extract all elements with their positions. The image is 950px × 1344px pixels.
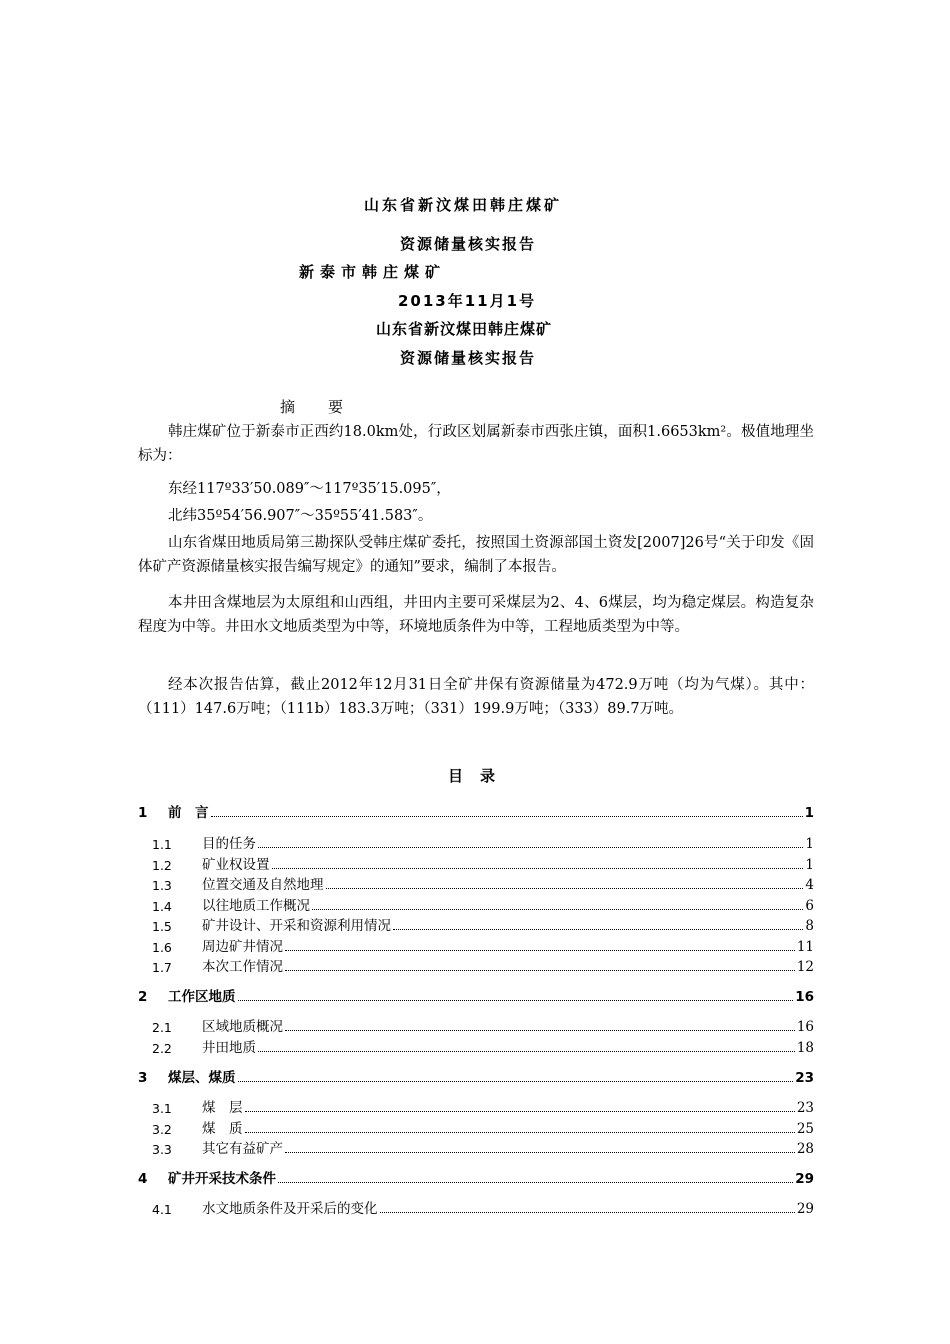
toc-entry-page: 1 — [805, 857, 814, 873]
cover-title-line-5: 山东省新汶煤田韩庄煤矿 — [376, 320, 553, 338]
toc-entry-page: 4 — [805, 877, 814, 893]
toc-entry-page: 29 — [795, 1171, 814, 1187]
toc-entry[interactable] — [138, 1036, 814, 1056]
toc-dot-leader — [272, 868, 804, 869]
toc-dot-leader — [258, 847, 803, 848]
toc-entry-label: 矿井设计、开采和资源利用情况 — [202, 918, 391, 934]
abstract-paragraph-geology: 本井田含煤地层为太原组和山西组，井田内主要可采煤层为2、4、6煤层，均为稳定煤层。构造复杂程度为中等。井田水文地质类型为中等，环境地质条件为中等，工程地质类型为中等。 — [138, 595, 814, 635]
toc-dot-leader — [278, 1182, 793, 1183]
toc-entry-number: 3.1 — [152, 1101, 172, 1116]
abstract-paragraph-commission: 山东省煤田地质局第三勘探队受韩庄煤矿委托，按照国土资源部国土资发[2007]26号“关于印发《固体矿产资源储量核实报告编写规定》的通知”要求，编制了本报告。 — [138, 535, 814, 575]
toc-entry-number: 1.7 — [152, 960, 172, 975]
toc-entry[interactable] — [138, 1167, 814, 1187]
toc-dot-leader — [312, 909, 803, 910]
toc-dot-leader — [245, 1111, 795, 1112]
toc-entry[interactable] — [138, 1015, 814, 1035]
toc-entry-page: 16 — [796, 1019, 814, 1035]
toc-entry-page: 8 — [805, 918, 814, 934]
toc-entry-page: 29 — [796, 1201, 814, 1217]
toc-entry-label: 位置交通及自然地理 — [202, 877, 324, 893]
cover-title-line-1: 山东省新汶煤田韩庄煤矿 — [364, 196, 563, 214]
toc-entry[interactable] — [138, 873, 814, 893]
toc-entry-label: 区域地质概况 — [202, 1019, 283, 1035]
toc-entry[interactable] — [138, 1117, 814, 1137]
toc-entry-label: 井田地质 — [202, 1040, 256, 1056]
toc-entry-number: 3.2 — [152, 1122, 172, 1137]
toc-dot-leader — [238, 1081, 794, 1082]
toc-dot-leader — [393, 929, 803, 930]
toc-entry-number: 1.2 — [152, 858, 172, 873]
toc-entry-label: 工作区地质 — [168, 989, 236, 1005]
toc-entry-number: 2.1 — [152, 1020, 172, 1035]
toc-entry-label: 煤层、煤质 — [168, 1070, 236, 1086]
toc-entry-number: 2.2 — [152, 1041, 172, 1056]
toc-entry[interactable] — [138, 1137, 814, 1157]
toc-entry[interactable] — [138, 914, 814, 934]
toc-entry-number: 1.6 — [152, 940, 172, 955]
toc-entry-page: 23 — [796, 1100, 814, 1116]
abstract-paragraph-location: 韩庄煤矿位于新泰市正西约18.0km处，行政区划属新泰市西张庄镇，面积1.6653km²。极值地理坐标为： — [138, 424, 814, 464]
toc-entry-page: 23 — [795, 1070, 814, 1086]
toc-entry-label: 前 言 — [168, 805, 209, 821]
toc-entry-number: 1.3 — [152, 878, 172, 893]
toc-entry-page: 28 — [796, 1141, 814, 1157]
toc-entry[interactable] — [138, 955, 814, 975]
cover-company: 新泰市韩庄煤矿 — [299, 263, 447, 281]
toc-entry-page: 1 — [805, 836, 814, 852]
toc-entry-number: 1.4 — [152, 899, 172, 914]
toc-dot-leader — [211, 816, 803, 817]
toc-dot-leader — [238, 1000, 794, 1001]
toc-dot-leader — [285, 970, 795, 971]
toc-entry-number: 3 — [138, 1070, 148, 1086]
toc-entry-label: 煤 质 — [202, 1121, 243, 1137]
abstract-longitude: 东经117º33′50.089″～117º35′15.095″， — [168, 481, 451, 497]
toc-entry[interactable] — [138, 894, 814, 914]
toc-entry[interactable] — [138, 1066, 814, 1086]
toc-entry-number: 4 — [138, 1171, 148, 1187]
cover-title-line-6: 资源储量核实报告 — [400, 349, 537, 367]
toc-entry-number: 1.5 — [152, 919, 172, 934]
toc-dot-leader — [258, 1051, 795, 1052]
toc-entry-label: 矿井开采技术条件 — [168, 1171, 276, 1187]
toc-dot-leader — [245, 1132, 795, 1133]
toc-entry[interactable] — [138, 832, 814, 852]
toc-entry-page: 18 — [796, 1040, 814, 1056]
abstract-title: 摘 要 — [280, 398, 345, 416]
toc-entry-number: 1 — [138, 805, 148, 821]
toc-entry-label: 煤 层 — [202, 1100, 243, 1116]
abstract-paragraph-reserves: 经本次报告估算，截止2012年12月31日全矿井保有资源储量为472.9万吨（均为气煤）。其中：（111）147.6万吨；（111b）183.3万吨；（331）199.9万吨；（333）89.7万吨。 — [138, 677, 814, 717]
toc-entry-label: 目的任务 — [202, 836, 256, 852]
toc-entry-page: 25 — [796, 1121, 814, 1137]
toc-entry[interactable] — [138, 801, 814, 821]
toc-dot-leader — [326, 888, 804, 889]
toc-entry[interactable] — [138, 1197, 814, 1217]
toc-entry-label: 以往地质工作概况 — [202, 898, 310, 914]
toc-dot-leader — [285, 1030, 795, 1031]
toc-entry-label: 周边矿井情况 — [202, 939, 283, 955]
toc-entry-page: 16 — [795, 989, 814, 1005]
toc-entry-number: 3.3 — [152, 1142, 172, 1157]
toc-entry[interactable] — [138, 853, 814, 873]
toc-entry-number: 4.1 — [152, 1202, 172, 1217]
toc-entry-page: 6 — [805, 898, 814, 914]
toc-dot-leader — [285, 1152, 795, 1153]
abstract-latitude: 北纬35º54′56.907″～35º55′41.583″。 — [168, 508, 433, 524]
toc-entry-number: 1.1 — [152, 837, 172, 852]
toc-entry[interactable] — [138, 1096, 814, 1116]
toc-dot-leader — [380, 1212, 795, 1213]
cover-date: 2013年11月1号 — [398, 292, 537, 310]
toc-entry[interactable] — [138, 985, 814, 1005]
toc-entry-label: 水文地质条件及开采后的变化 — [202, 1201, 378, 1217]
toc-entry-number: 2 — [138, 989, 148, 1005]
toc-dot-leader — [285, 950, 795, 951]
toc-entry-page: 11 — [796, 939, 814, 955]
toc-entry-label: 本次工作情况 — [202, 959, 283, 975]
toc-entry-label: 矿业权设置 — [202, 857, 270, 873]
cover-title-line-2: 资源储量核实报告 — [400, 235, 537, 253]
toc-title: 目 录 — [448, 767, 497, 785]
toc-entry[interactable] — [138, 935, 814, 955]
toc-entry-page: 12 — [796, 959, 814, 975]
toc-entry-label: 其它有益矿产 — [202, 1141, 283, 1157]
toc-entry-page: 1 — [804, 805, 814, 821]
